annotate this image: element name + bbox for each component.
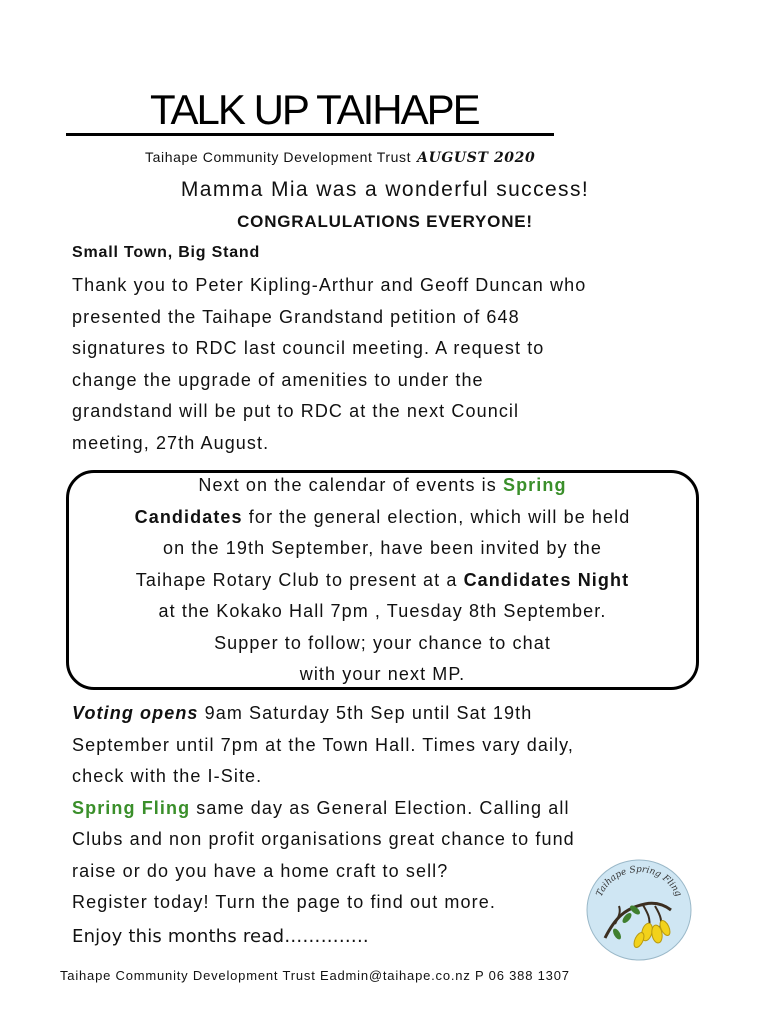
spring-highlight: Spring bbox=[502, 475, 567, 495]
fling-line: Register today! Turn the page to find out more. bbox=[72, 892, 496, 912]
headline-success: Mamma Mia was a wonderful success! bbox=[180, 178, 590, 201]
fling-line: raise or do you have a home craft to sell? bbox=[72, 860, 449, 881]
fling-line bbox=[72, 793, 575, 825]
paragraph-line: presented the Taihape Grandstand petition of 648 bbox=[72, 306, 520, 327]
callout-line: with your next MP. bbox=[299, 664, 466, 684]
callout-text: for the general election, which will be held bbox=[242, 506, 631, 527]
paragraph-line: signatures to RDC last council meeting. A request to bbox=[72, 338, 545, 358]
candidates-highlight: Candidates bbox=[134, 506, 243, 527]
candidates-callout-text bbox=[66, 470, 699, 691]
callout-text: Taihape Rotary Club to present at a bbox=[135, 569, 464, 590]
callout-line bbox=[66, 502, 699, 534]
callout-text: Next on the calendar of events is bbox=[198, 475, 503, 495]
spring-fling-logo bbox=[585, 858, 693, 962]
subtitle bbox=[145, 149, 535, 166]
callout-line: at the Kokako Hall 7pm , Tuesday 8th September. bbox=[158, 601, 607, 621]
paragraph-line: change the upgrade of amenities to under the bbox=[72, 369, 484, 390]
callout-line bbox=[66, 470, 699, 502]
issue-month: AUGUST 2020 bbox=[417, 150, 536, 166]
callout-line: on the 19th September, have been invited by the bbox=[163, 538, 602, 558]
voting-line bbox=[72, 698, 575, 730]
fling-line: Clubs and non profit organisations great chance to fund bbox=[72, 829, 575, 849]
page-title: TALK UP TAIHAPE bbox=[150, 86, 479, 133]
candidates-night-highlight: Candidates Night bbox=[463, 569, 630, 590]
paragraph-line: grandstand will be put to RDC at the next Council bbox=[72, 401, 520, 421]
paragraph-line: meeting, 27th August. bbox=[72, 432, 270, 453]
callout-line: Supper to follow; your chance to chat bbox=[214, 632, 551, 653]
logo-text: Taihape Spring Fling bbox=[594, 864, 684, 899]
section-heading: Small Town, Big Stand bbox=[72, 244, 261, 261]
title-underline bbox=[66, 133, 554, 136]
paragraph-line: Thank you to Peter Kipling-Arthur and Geoff Duncan who bbox=[72, 275, 587, 295]
enjoy-note: Enjoy this months read………….. bbox=[72, 926, 369, 947]
callout-line bbox=[66, 565, 699, 597]
headline-congratulations: CONGRALULATIONS EVERYONE! bbox=[237, 212, 533, 231]
voting-opens-label: Voting opens bbox=[72, 703, 199, 723]
grandstand-paragraph bbox=[72, 270, 586, 459]
voting-line: check with the I-Site. bbox=[72, 766, 263, 786]
spring-fling-label: Spring Fling bbox=[72, 797, 191, 818]
voting-text: 9am Saturday 5th Sep until Sat 19th bbox=[198, 703, 533, 723]
voting-line: September until 7pm at the Town Hall. Times vary daily, bbox=[72, 734, 575, 755]
fling-text: same day as General Election. Calling all bbox=[190, 797, 570, 818]
voting-fling-paragraph bbox=[72, 698, 575, 919]
org-name: Taihape Community Development Trust bbox=[145, 149, 412, 165]
footer-contact: Taihape Community Development Trust Eadmin@taihape.co.nz P 06 388 1307 bbox=[60, 968, 570, 983]
